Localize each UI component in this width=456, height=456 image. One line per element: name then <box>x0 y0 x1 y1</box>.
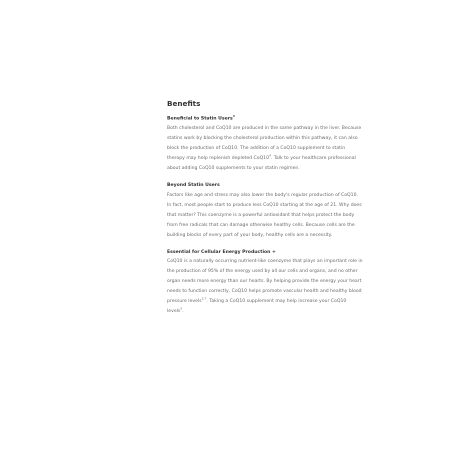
footnote-ref: 4 <box>269 153 271 158</box>
footnote-ref: 2,7 <box>201 296 207 301</box>
section-heading <box>167 116 363 123</box>
section-paragraph <box>167 257 363 317</box>
footnote-ref: 3 <box>232 114 235 118</box>
section-beyond-statin-users <box>167 183 363 241</box>
section-heading: Essential for Cellular Energy Production + <box>167 249 276 255</box>
section-paragraph: Factors like age and stress may also lower the body's regular production of CoQ10. In fact, most people start to produce less CoQ10 starting at the age of 21. Why does that matter? This coenzyme is a powerful antioxidant that helps protect the body from free radicals that can damage otherwise healthy cells. Because cells are the building blocks of every part of your body, healthy cells are a necessity. <box>167 192 362 238</box>
paragraph-text: . Taking a CoQ10 supplement may help increase your CoQ10 levels <box>167 299 347 315</box>
section-heading-text: Beneficial to Statin Users <box>167 116 233 122</box>
paragraph-text: . Talk to your healthcare professional about adding CoQ10 supplements to your statin regimen. <box>167 156 356 172</box>
paragraph-text: . <box>182 309 184 315</box>
paragraph-text: CoQ10 is a naturally occurring nutrient-like coenzyme that plays an important role in the production of 95% of the energy used by all our cells and organs, and no other organ needs more energy than our hearts. By helping provide the energy your heart needs to function correctly, CoQ10 helps promote vascular health and healthy blood pressure levels <box>167 259 363 305</box>
section-statin-users <box>167 116 363 174</box>
page-title: Benefits <box>167 99 201 108</box>
benefits-content <box>167 99 363 326</box>
paragraph-text: Both cholesterol and CoQ10 are produced in the same pathway in the liver. Because statins work by blocking the cholesterol production within this pathway, it can also block the production of CoQ10. The addition of a CoQ10 supplement to statin therapy may help replenish depleted CoQ10 <box>167 126 362 162</box>
section-paragraph <box>167 124 363 174</box>
section-heading: Beyond Statin Users <box>167 183 220 189</box>
section-cellular-energy <box>167 250 363 318</box>
footnote-ref: 5 <box>180 306 183 311</box>
